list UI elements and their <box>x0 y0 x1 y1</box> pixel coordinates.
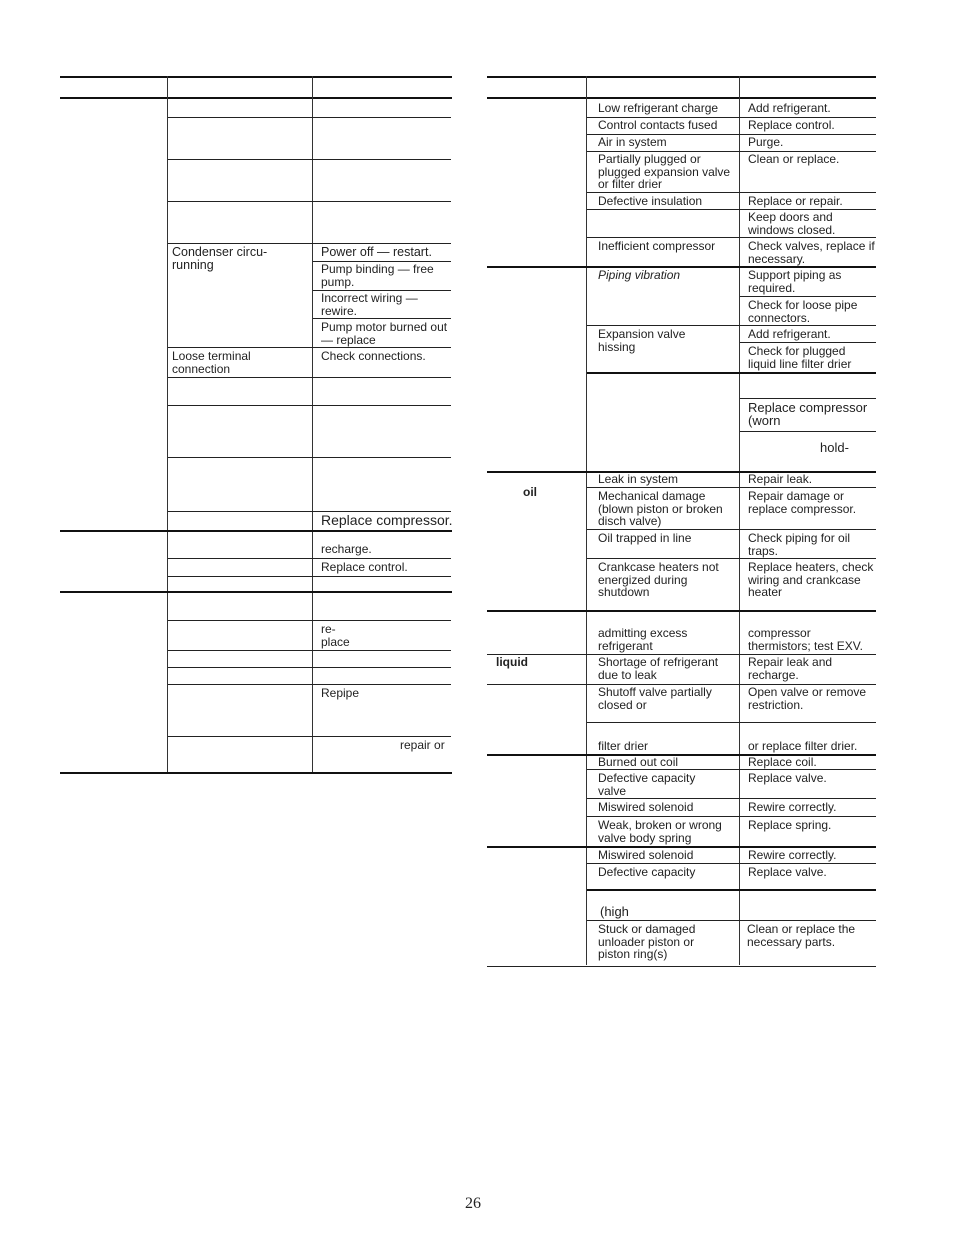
remedy-clean-or-replace: Clean or replace. <box>748 152 840 166</box>
remedy-check-connections: Check connections. <box>321 349 426 363</box>
remedy-replace-compressor-worn: Replace compressor (worn <box>748 400 868 428</box>
remedy-replace-valve-2: Replace valve. <box>748 865 827 879</box>
label-liquid: liquid <box>496 655 528 669</box>
remedy-power-off: Power off — restart. <box>321 245 432 259</box>
remedy-recharge: recharge. <box>321 542 372 556</box>
remedy-replace-valve: Replace valve. <box>748 771 827 785</box>
cause-air-in-system: Air in system <box>598 135 667 149</box>
cause-oil-trapped: Oil trapped in line <box>598 531 692 545</box>
cause-defective-insulation: Defective insulation <box>598 194 703 208</box>
remedy-support-piping: Support piping as required. <box>748 268 842 295</box>
cause-plugged-expansion: Partially plugged or plugged expansion valve or filter drier <box>598 152 731 191</box>
remedy-replace-or-repair: Replace or repair. <box>748 194 843 208</box>
remedy-repair-leak-recharge: Repair leak and recharge. <box>748 655 833 682</box>
remedy-repipe: Repipe <box>321 686 360 700</box>
remedy-replace-coil: Replace coil. <box>748 755 817 769</box>
remedy-check-valves: Check valves, replace if necessary. <box>748 239 875 266</box>
cause-piping-vibration: Piping vibration <box>598 268 681 282</box>
cause-leak-in-system: Leak in system <box>598 472 679 486</box>
remedy-add-refrigerant-2: Add refrigerant. <box>748 327 831 341</box>
page-number: 26 <box>465 1195 481 1212</box>
cause-filter-drier: filter drier <box>598 739 649 753</box>
remedy-pump-motor: Pump motor burned out — replace <box>321 320 448 347</box>
cause-crankcase-heaters: Crankcase heaters not energized during shutdown <box>598 560 719 599</box>
remedy-rewire-correctly-2: Rewire correctly. <box>748 848 837 862</box>
remedy-incorrect-wiring: Incorrect wiring — rewire. <box>321 291 418 318</box>
remedy-open-valve: Open valve or remove restriction. <box>748 685 867 712</box>
cause-stuck-unloader: Stuck or damaged unloader piston or piston ring(s) <box>598 922 696 961</box>
cause-expansion-hissing: Expansion valve hissing <box>598 327 686 354</box>
cause-control-contacts: Control contacts fused <box>598 118 718 132</box>
label-oil: oil <box>523 485 537 499</box>
remedy-clean-parts: Clean or replace the necessary parts. <box>747 922 856 949</box>
cause-high: (high <box>600 904 629 919</box>
remedy-compressor-thermistors: compressor thermistors; test EXV. <box>748 626 863 653</box>
remedy-pump-binding: Pump binding — free pump. <box>321 262 434 289</box>
cause-inefficient-compressor: Inefficient compressor <box>598 239 716 253</box>
cause-burned-out-coil: Burned out coil <box>598 755 679 769</box>
remedy-repair-leak: Repair leak. <box>748 472 813 486</box>
remedy-purge: Purge. <box>748 135 784 149</box>
cause-defective-capacity-2: Defective capacity <box>598 865 696 879</box>
remedy-keep-doors: Keep doors and windows closed. <box>748 210 836 237</box>
remedy-replace-heaters: Replace heaters, check wiring and crankcase heater <box>748 560 874 599</box>
remedy-rewire-correctly: Rewire correctly. <box>748 800 837 814</box>
remedy-repair-damage: Repair damage or replace compressor. <box>748 489 857 516</box>
remedy-hold: hold- <box>820 440 849 455</box>
remedy-add-refrigerant: Add refrigerant. <box>748 101 831 115</box>
remedy-replace-compressor: Replace compressor. <box>321 512 453 528</box>
remedy-check-plugged: Check for plugged liquid line filter drier <box>748 344 852 371</box>
remedy-replace-spring: Replace spring. <box>748 818 832 832</box>
cause-shutoff-valve: Shutoff valve partially closed or <box>598 685 712 712</box>
cause-condenser-circuit: Condenser circu- running <box>172 245 268 272</box>
cause-shortage-refrigerant: Shortage of refrigerant due to leak <box>598 655 719 682</box>
remedy-replace-control-r: Replace control. <box>748 118 835 132</box>
cause-miswired-solenoid-2: Miswired solenoid <box>598 848 694 862</box>
cause-mechanical-damage: Mechanical damage (blown piston or broken disch valve) <box>598 489 723 528</box>
remedy-replace-filter-drier: or replace filter drier. <box>748 739 858 753</box>
cause-weak-spring: Weak, broken or wrong valve body spring <box>598 818 722 845</box>
remedy-repair-or: repair or <box>400 738 445 752</box>
cause-miswired-solenoid: Miswired solenoid <box>598 800 694 814</box>
cause-admitting-excess: admitting excess refrigerant <box>598 626 688 653</box>
cause-low-refrigerant: Low refrigerant charge <box>598 101 719 115</box>
cause-defective-capacity-valve: Defective capacity valve <box>598 771 696 798</box>
remedy-check-piping-oil: Check piping for oil traps. <box>748 531 851 558</box>
remedy-loose-pipe: Check for loose pipe connectors. <box>748 298 858 325</box>
remedy-re-place: re- place <box>321 622 350 649</box>
cause-loose-terminal: Loose terminal connection <box>172 349 251 376</box>
remedy-replace-control: Replace control. <box>321 560 408 574</box>
